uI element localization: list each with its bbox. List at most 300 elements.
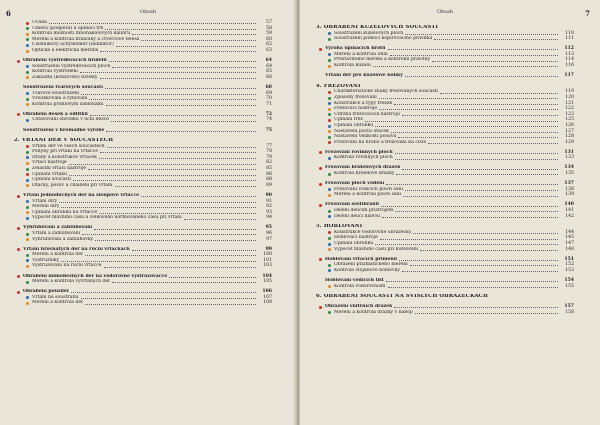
dot-leader (379, 98, 558, 99)
dot-leader (105, 29, 256, 30)
dot-leader (382, 217, 558, 218)
bullet-dot-icon (26, 103, 29, 106)
toc-page-number: 142 (565, 213, 574, 219)
toc-page-number: 99 (265, 246, 272, 252)
toc-page-number: 101 (263, 257, 272, 263)
bullet-dot-icon (328, 65, 331, 68)
bullet-dot-icon (26, 71, 29, 74)
bullet-dot-icon (26, 302, 29, 305)
toc-entry-title: Kontrola možnosti mnohakolových kalibrů (32, 31, 131, 37)
bullet-dot-icon (328, 194, 331, 197)
dot-leader (71, 292, 256, 293)
toc-entry-title: Měření a kontrola úhlu (334, 51, 388, 57)
dot-leader (395, 159, 558, 160)
dot-leader (381, 206, 558, 207)
toc-page-number: 137 (564, 181, 574, 187)
dot-leader (104, 267, 256, 268)
bullet-dot-icon (328, 125, 331, 128)
dot-leader (109, 61, 256, 62)
toc-page-number: 91 (266, 198, 272, 204)
toc-entry-title: Frézování rovinných ploch (325, 149, 393, 155)
dot-leader (94, 229, 256, 230)
toc-page-number: 110 (565, 30, 574, 36)
toc-subsection-entry (14, 48, 272, 54)
dot-leader (112, 67, 256, 68)
toc-entry-title: Zeláštní vrtací nástroje (32, 166, 87, 172)
dot-leader (99, 213, 256, 214)
bullet-dot-icon (328, 210, 331, 213)
bullet-dot-icon (328, 248, 331, 251)
toc-entry-title: Úmera (podpěra) a upínací trn (32, 25, 104, 31)
toc-page-number: 62 (266, 42, 272, 48)
toc-page-number: 111 (565, 36, 574, 42)
toc-subsection-entry (316, 36, 574, 42)
toc-page-number: 75 (265, 127, 272, 133)
toc-entry-title: Výroba upínacích hrotů (325, 46, 386, 52)
dot-leader (379, 109, 558, 110)
dot-leader (388, 49, 559, 50)
toc-page-number: 154 (564, 277, 574, 283)
toc-page-number: 104 (262, 273, 272, 279)
toc-entry-title: 5. HOBLOVÁNÍ (316, 224, 363, 230)
toc-entry-title: Nastavení počtu otáček (334, 128, 389, 134)
bullet-dot-icon (26, 76, 29, 79)
toc-entry-title: Kontrola rovinných ploch (334, 155, 393, 161)
dot-leader (69, 175, 256, 176)
toc-subsection-entry (316, 171, 574, 177)
toc-page-number: 127 (565, 128, 574, 134)
toc-page-number: 96 (266, 231, 272, 236)
toc-subsection-entry (316, 247, 574, 253)
dot-leader (90, 115, 256, 116)
toc-entry-title: Měření a kontrola děr (32, 300, 84, 306)
bullet-dot-icon (26, 200, 29, 203)
toc-page-number: 134 (564, 165, 574, 171)
toc-subsection-entry (316, 140, 574, 146)
bullet-dot-icon (26, 254, 29, 257)
bullet-dot-icon (328, 102, 331, 105)
dot-leader (375, 244, 558, 245)
left-toc-list (14, 20, 272, 306)
toc-entry-title: Kontrola stojanové hoblovky (334, 267, 401, 273)
bullet-dot-icon (26, 238, 29, 241)
toc-entry-title: Konstrukce vodorovné obrážečky (334, 229, 412, 235)
toc-entry-title: Obrábění desek a odlitků (23, 111, 88, 117)
toc-entry-title: Soustružení tvarových součástí (23, 84, 103, 90)
dot-leader (80, 72, 256, 73)
toc-entry-title: Vyhrubování a zahlubování (23, 225, 93, 231)
bullet-dot-icon (328, 269, 331, 272)
bullet-dot-icon (26, 179, 29, 182)
toc-page-number: 95 (265, 225, 272, 231)
bullet-dot-icon (26, 211, 29, 214)
dot-leader (402, 271, 558, 272)
toc-section-entry (316, 73, 574, 79)
bullet-dot-icon (17, 248, 20, 251)
toc-page-number: 125 (565, 117, 574, 123)
bullet-dot-icon (319, 258, 322, 261)
toc-entry-title: Upínání obrobků (334, 122, 374, 128)
toc-entry-title: Vrtání jednoduchých děr na sloupové vrtačce (23, 192, 140, 198)
bullet-dot-icon (26, 119, 29, 122)
dot-leader (415, 313, 558, 314)
toc-page-number: 129 (565, 139, 574, 145)
toc-page-number: 113 (565, 51, 574, 57)
bullet-dot-icon (26, 98, 29, 101)
bullet-dot-icon (319, 204, 322, 207)
toc-entry-title: Soustružení pomocí kopírovacího pravítka (334, 36, 433, 42)
toc-entry-title: Frézování šestihranů (325, 202, 379, 208)
toc-page-number: 66 (266, 74, 272, 80)
dot-leader (132, 34, 256, 35)
dot-leader (391, 132, 558, 133)
toc-entry-title: Kontrola kuželů (334, 63, 371, 69)
toc-page-number: 152 (565, 262, 574, 268)
toc-entry-title: Výpočet hlavního času při hoblování (334, 246, 419, 252)
toc-page-number: 141 (565, 208, 574, 214)
toc-page-number: 145 (565, 235, 574, 241)
toc-entry-title: Hoblovací nástroje (334, 235, 378, 241)
toc-entry-title: Obrábění vystřeďovacích hřídelů (23, 58, 107, 64)
dot-leader (95, 240, 256, 241)
toc-entry-title: Frézování vodících ploch saní (334, 186, 404, 192)
toc-subsection-entry (316, 310, 574, 316)
toc-entry-title: Optická a elektrická měřidla (32, 47, 99, 53)
toc-page-number: 106 (262, 289, 272, 295)
toc-page-number: 69 (266, 90, 272, 96)
toc-page-number: 68 (265, 84, 272, 90)
bullet-dot-icon (328, 113, 331, 116)
dot-leader (107, 147, 256, 148)
toc-page-number: 86 (266, 171, 272, 177)
dot-leader (99, 158, 256, 159)
bullet-dot-icon (26, 265, 29, 268)
dot-leader (386, 184, 558, 185)
toc-page-number: 120 (565, 94, 574, 100)
dot-leader (82, 234, 256, 235)
bullet-dot-icon (26, 151, 29, 154)
toc-entry-title: Měření a kontrola hranolky a čtvercové tělesa (32, 36, 140, 42)
toc-subsection-entry (316, 214, 574, 220)
dot-leader (432, 61, 558, 62)
toc-entry-title: Soustružení v hromadné výrobě (23, 127, 105, 133)
toc-entry-title: Vrtání děr pro kuželové kolíky (325, 73, 403, 79)
toc-page-number: 103 (263, 263, 272, 269)
dot-leader (85, 304, 256, 305)
dot-leader (184, 219, 256, 220)
toc-page-number: 71 (266, 101, 272, 107)
dot-leader (169, 277, 256, 278)
toc-entry-title: Pohyby při vrtání na vrtačce (32, 149, 98, 155)
toc-entry-title: Dělení dělicí hlavou (334, 213, 381, 219)
bullet-dot-icon (328, 264, 331, 267)
toc-entry-title: Nastavení velikosti posuvu (334, 134, 397, 140)
dot-leader (410, 265, 558, 266)
toc-entry-title: Vyhrubování a zahlubovky (32, 236, 94, 242)
toc-page-number: 116 (565, 63, 574, 69)
toc-page-number: 92 (266, 204, 272, 210)
toc-page-number: 122 (565, 106, 574, 112)
bullet-dot-icon (328, 97, 331, 100)
dot-leader (89, 99, 256, 100)
toc-subsection-entry (316, 268, 574, 274)
toc-page-number: 107 (263, 294, 272, 300)
toc-entry-title: Hoblování vodících lišt (325, 277, 384, 283)
bullet-dot-icon (328, 237, 331, 240)
dot-leader (106, 105, 256, 106)
toc-page-number: 79 (266, 154, 272, 160)
toc-entry-title: Soustružení vystřeďovacích ploch (32, 63, 111, 69)
bullet-dot-icon (319, 167, 322, 170)
toc-page-number: 108 (263, 300, 272, 306)
toc-subsection-entry (316, 192, 574, 198)
toc-entry-title: Charakteristické znaky frézovaných součástí (334, 89, 439, 95)
toc-entry-title: Obrážení vnitřních drážek (325, 304, 393, 310)
toc-page-number: 147 (565, 241, 574, 246)
toc-entry-title: Otáčky, posuv a chlazení při vrtání (32, 182, 113, 188)
bullet-dot-icon (319, 183, 322, 186)
dot-leader (396, 174, 558, 175)
toc-entry-title: Upínání obrobků (334, 241, 374, 246)
toc-entry-title: Vroubkování a rýhování (32, 96, 88, 102)
toc-entry-title: Hoblování vrtacích přimenů (325, 256, 398, 262)
bullet-dot-icon (26, 162, 29, 165)
toc-entry-title: 6. OBRÁBĚNÍ SOUČÁSTÍ NA SVISLÝCH OBRÁŽEČKÁCH (316, 294, 489, 300)
toc-entry-title: 4. FRÉZOVÁNÍ (316, 83, 361, 89)
dot-leader (428, 143, 558, 144)
toc-entry-title: Údržba frézovacích nástrojů (334, 111, 400, 117)
dot-leader (405, 76, 558, 77)
toc-page-number: 94 (266, 215, 272, 221)
toc-page-number: 65 (266, 69, 272, 75)
toc-subsection-entry (14, 215, 272, 221)
toc-page-number: 58 (266, 25, 272, 31)
toc-entry-title: Měření a kontrola děr (32, 252, 84, 258)
bullet-dot-icon (328, 59, 331, 62)
bullet-dot-icon (328, 38, 331, 41)
dot-leader (390, 55, 558, 56)
dot-leader (399, 260, 558, 261)
dot-leader (420, 250, 558, 251)
dot-leader (413, 233, 558, 234)
toc-entry-title: Měření díry (32, 204, 60, 210)
dot-leader (403, 196, 558, 197)
bullet-dot-icon (26, 145, 29, 148)
toc-page-number: 74 (266, 117, 272, 123)
toc-entry-title: Kontrola hřídelové drážky (334, 171, 395, 177)
toc-entry-title: Úvaha (32, 20, 47, 25)
bullet-dot-icon (26, 92, 29, 95)
dot-leader (402, 169, 558, 170)
bullet-dot-icon (26, 206, 29, 209)
toc-subsection-entry (316, 63, 574, 69)
toc-page-number: 140 (564, 202, 574, 208)
dot-leader (100, 51, 256, 52)
dot-leader (88, 169, 256, 170)
toc-entry-title: Měření a kontrola ploch saní (334, 192, 402, 198)
bullet-dot-icon (26, 22, 29, 25)
toc-entry-title: Frézování na hrubo a frézování na čisto (334, 139, 427, 145)
toc-page-number: 90 (265, 192, 272, 198)
dot-leader (49, 23, 256, 24)
dot-leader (112, 282, 256, 283)
dot-leader (394, 104, 558, 105)
toc-subsection-entry (316, 155, 574, 161)
bullet-dot-icon (17, 60, 20, 63)
dot-leader (373, 66, 558, 67)
dot-leader (394, 307, 558, 308)
toc-entry-title: Ustavování obrobku v lícní desce (32, 117, 109, 123)
toc-subsection-entry (14, 300, 272, 306)
dot-leader (106, 131, 256, 132)
bullet-dot-icon (328, 215, 331, 218)
toc-entry-title: Vrtání a zahlubování (32, 231, 81, 236)
left-page (0, 0, 296, 425)
toc-entry-title: Tvarové soustružení (32, 90, 80, 96)
bullet-dot-icon (328, 91, 331, 94)
dot-leader (434, 39, 558, 40)
toc-subsection-entry (14, 117, 272, 123)
dot-leader (61, 261, 256, 262)
dot-leader (405, 190, 558, 191)
dot-leader (395, 153, 558, 154)
toc-page-number: 151 (564, 256, 574, 262)
toc-entry-title: Soustružení kuželových ploch (334, 30, 404, 36)
toc-page-number: 123 (565, 111, 574, 117)
toc-page-number: 82 (266, 160, 272, 166)
bullet-dot-icon (319, 48, 322, 51)
dot-leader (380, 239, 558, 240)
toc-page-number: 105 (263, 279, 272, 285)
dot-leader (69, 164, 256, 165)
toc-page-number: 121 (565, 100, 574, 106)
toc-entry-title: Upínání obrobků na vrtačce (32, 209, 98, 215)
toc-page-number: 126 (565, 122, 574, 128)
toc-page-number: 72 (265, 111, 272, 117)
dot-leader (100, 78, 256, 79)
dot-leader (81, 94, 256, 95)
bullet-dot-icon (17, 291, 20, 294)
dot-leader (386, 281, 558, 282)
toc-page-number: 97 (266, 236, 272, 242)
toc-page-number: 70 (266, 96, 272, 102)
bullet-dot-icon (17, 227, 20, 230)
dot-leader (116, 46, 256, 47)
toc-page-number: 85 (266, 166, 272, 172)
toc-page-number: 59 (266, 31, 272, 37)
toc-entry-title: Základní (konzovité) návěky (32, 74, 98, 80)
toc-page-number: 131 (564, 149, 574, 155)
dot-leader (440, 93, 558, 94)
toc-entry-title: Měření a kontrola vyvrtaných děr (32, 279, 111, 285)
toc-subsection-entry (14, 279, 272, 285)
toc-entry-title: Výpočet hlavního času a celkového normovaného času při vrtání (32, 215, 182, 221)
toc-page-number: 60 (266, 36, 272, 42)
toc-page-number: 57 (266, 20, 272, 25)
toc-entry-title: Upínání fréz (334, 117, 363, 123)
toc-entry-title: Vrtání na soustruhu (32, 294, 79, 300)
toc-page-number: 153 (565, 267, 574, 273)
toc-page-number: 135 (565, 171, 574, 177)
dot-leader (398, 137, 558, 138)
left-page-number: 6 (6, 9, 11, 18)
toc-page-number: 64 (265, 58, 272, 64)
toc-page-number: 144 (565, 229, 574, 235)
toc-page-number: 89 (266, 182, 272, 188)
right-running-title: Obsah (437, 9, 454, 15)
bullet-dot-icon (328, 130, 331, 133)
dot-leader (132, 250, 256, 251)
bullet-dot-icon (319, 151, 322, 154)
toc-entry-title: Kontrola vodorovnosti (334, 283, 386, 289)
toc-entry-title: Upínání vrtáků (32, 171, 67, 177)
toc-entry-title: Vrtání díry (32, 198, 58, 204)
toc-page-number: 119 (565, 89, 574, 95)
toc-subsection-entry (316, 284, 574, 290)
bullet-dot-icon (26, 65, 29, 68)
dot-leader (59, 202, 256, 203)
toc-entry-title: Obrábění pouzder (23, 289, 70, 295)
bullet-dot-icon (328, 188, 331, 191)
bullet-dot-icon (26, 27, 29, 30)
dot-leader (388, 287, 558, 288)
toc-subsection-entry (14, 263, 272, 269)
toc-subsection-entry (14, 237, 272, 243)
dot-leader (105, 88, 256, 89)
bullet-dot-icon (17, 129, 20, 132)
left-running-title: Obsah (140, 9, 157, 15)
toc-page-number: 139 (565, 192, 574, 198)
bullet-dot-icon (26, 233, 29, 236)
toc-entry-title: Měření a kontrola drážky v náboji (334, 309, 413, 315)
dot-leader (115, 186, 256, 187)
dot-leader (73, 180, 256, 181)
bullet-dot-icon (17, 87, 20, 90)
dot-leader (81, 298, 256, 299)
dot-leader (375, 126, 558, 127)
dot-leader (402, 115, 558, 116)
bullet-dot-icon (328, 285, 331, 288)
bullet-dot-icon (26, 50, 29, 53)
toc-page-number: 112 (564, 46, 574, 52)
toc-page-number: 93 (266, 209, 272, 215)
right-page-number: 7 (585, 9, 590, 18)
toc-page-number: 117 (564, 73, 574, 79)
bullet-dot-icon (328, 173, 331, 176)
bullet-dot-icon (26, 281, 29, 284)
toc-page-number: 78 (266, 149, 272, 155)
bullet-dot-icon (328, 119, 331, 122)
bullet-dot-icon (26, 33, 29, 36)
dot-leader (111, 121, 256, 122)
bullet-dot-icon (26, 173, 29, 176)
bullet-dot-icon (319, 306, 322, 309)
bullet-dot-icon (26, 168, 29, 171)
toc-entry-title: Číselníkový úchylkoměr (indikátor) (32, 42, 114, 48)
toc-entry-title: Dělení dělicím přístrojem (334, 208, 394, 214)
toc-entry-title: Vrtání hrovnatých děr na ruční vrtačkách (23, 246, 130, 252)
bullet-dot-icon (328, 157, 331, 160)
bullet-dot-icon (26, 217, 29, 220)
right-toc-list (316, 20, 574, 315)
toc-entry-title: Způsoby frézování (334, 94, 377, 100)
bullet-dot-icon (328, 243, 331, 246)
toc-chapter-heading (316, 294, 574, 300)
toc-page-number: 77 (266, 143, 272, 149)
toc-entry-title: Kontrola profilovým šablonami (32, 101, 104, 107)
toc-page-number: 133 (565, 155, 574, 161)
toc-section-entry (14, 128, 272, 134)
